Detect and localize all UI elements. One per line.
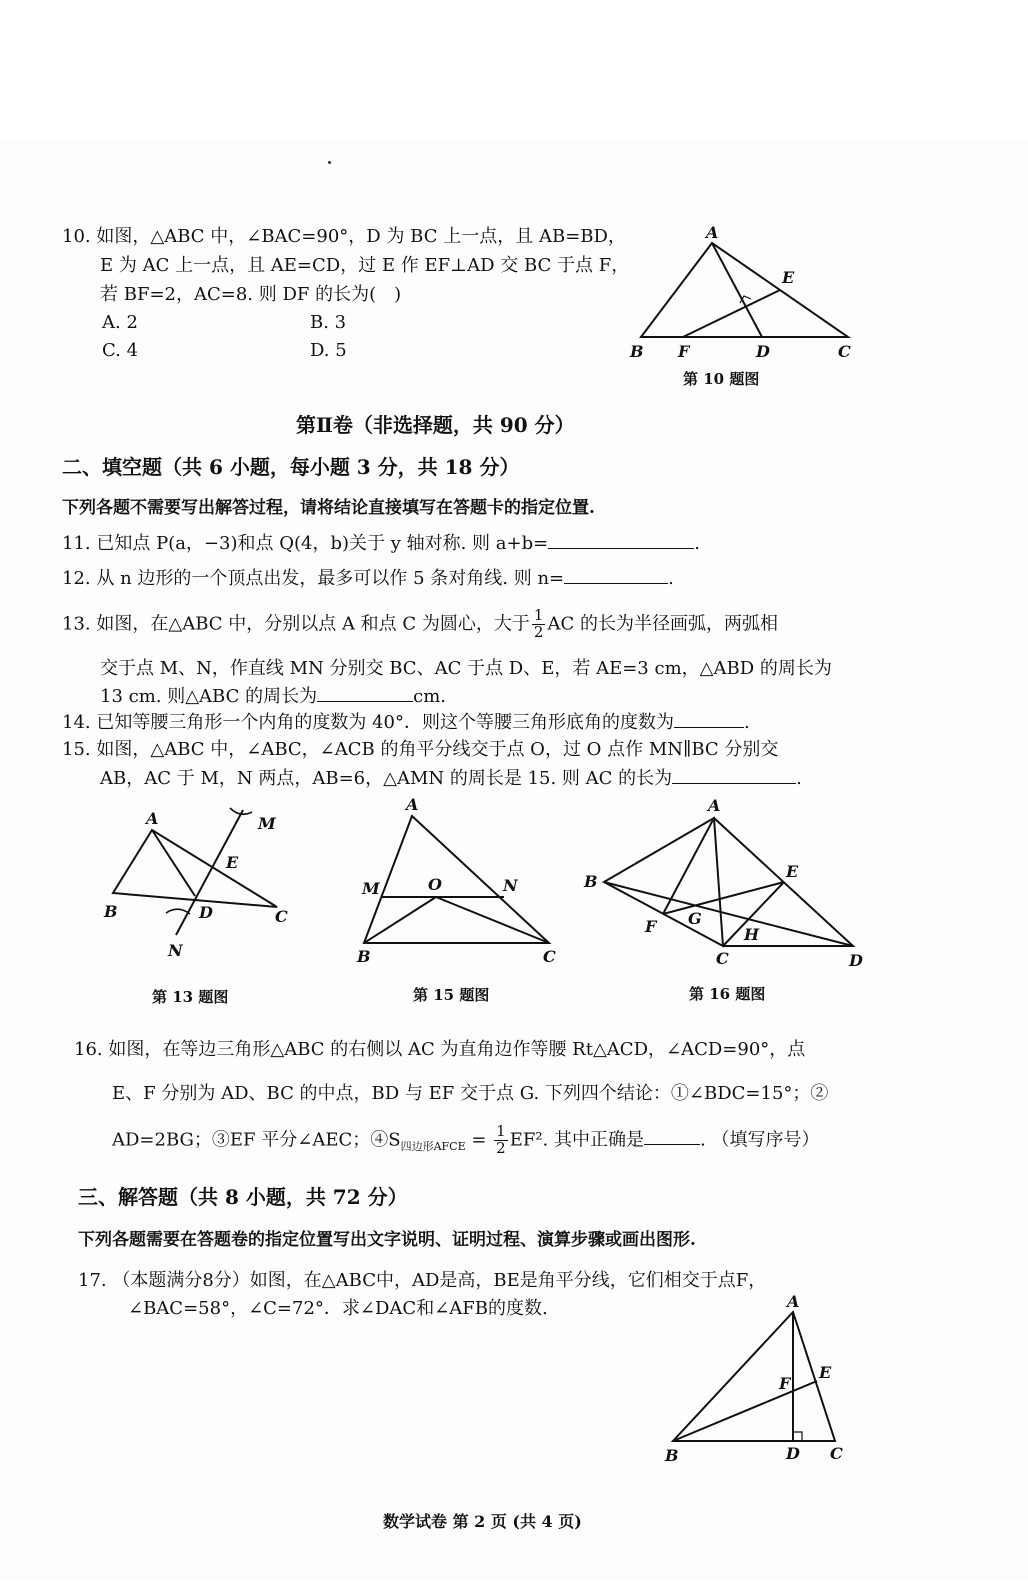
- section2-title: 二、填空题（共 6 小题，每小题 3 分，共 18 分）: [62, 455, 520, 479]
- fig16-label-c: C: [716, 949, 729, 968]
- fig16-label-a: A: [708, 796, 721, 815]
- q17-triangle: [673, 1312, 835, 1441]
- q15-line1: 15. 如图，△ABC 中，∠ABC，∠ACB 的角平分线交于点 O，过 O 点作 MN∥BC 分别交: [62, 739, 779, 760]
- fig15-caption: 第 15 题图: [413, 986, 490, 1004]
- q10-label-c: C: [838, 342, 851, 361]
- q10-option-c: C. 4: [102, 340, 139, 361]
- section2-instruction: 下列各题不需要写出解答过程，请将结论直接填写在答题卡的指定位置.: [62, 498, 595, 518]
- q11-text: 11. 已知点 P(a，−3)和点 Q(4，b)关于 y 轴对称. 则 a+b=: [62, 533, 549, 554]
- q10-line1: 10. 如图，△ABC 中，∠BAC=90°，D 为 BC 上一点，且 AB=BD，: [62, 226, 626, 247]
- fig13-label-b: B: [104, 902, 118, 921]
- part2-title: 第Ⅱ卷（非选择题，共 90 分）: [296, 413, 575, 437]
- q17-label-a: A: [787, 1292, 800, 1311]
- q10-option-a: A. 2: [102, 312, 138, 333]
- q16-area-subscript: 四边形AFCE: [400, 1139, 466, 1153]
- q12: 12. 从 n 边形的一个顶点出发，最多可以作 5 条对角线. 则 n= .: [62, 568, 674, 589]
- section3-instruction: 下列各题需要在答题卷的指定位置写出文字说明、证明过程、演算步骤或画出图形.: [78, 1230, 696, 1250]
- q13-frac-den: 2: [533, 622, 544, 641]
- q10-caption: 第 10 题图: [683, 370, 760, 388]
- fig13-label-m: M: [258, 814, 276, 833]
- q15-line2: AB，AC 于 M，N 两点，AB=6，△AMN 的周长是 15. 则 AC 的长为 .: [100, 768, 802, 789]
- fig16-label-g: G: [688, 909, 702, 928]
- q10-label-f: F: [678, 342, 690, 361]
- fig15-label-n: N: [503, 876, 518, 895]
- fig13-label-c: C: [275, 907, 288, 926]
- fig15-label-o: O: [428, 875, 442, 894]
- q17-label-f: F: [779, 1374, 791, 1393]
- q16-line3a: AD=2BG；③EF 平分∠AEC；④S: [112, 1129, 401, 1151]
- q16-frac-num: 1: [496, 1122, 506, 1140]
- q10-label-a: A: [706, 223, 719, 242]
- fig16-label-d: D: [849, 951, 863, 970]
- section3-title: 三、解答题（共 8 小题，共 72 分）: [78, 1185, 408, 1209]
- fig16-label-f: F: [645, 917, 657, 936]
- q10-line2: E 为 AC 上一点，且 AE=CD，过 E 作 EF⊥AD 交 BC 于点 F，: [100, 255, 630, 276]
- fig13-label-a: A: [146, 809, 159, 828]
- q17-label-d: D: [786, 1444, 800, 1463]
- q17-right-angle: [793, 1432, 802, 1441]
- q11: 11. 已知点 P(a，−3)和点 Q(4，b)关于 y 轴对称. 则 a+b= .: [62, 533, 700, 554]
- q13-line2: 交于点 M、N，作直线 MN 分别交 BC、AC 于点 D、E，若 AE=3 cm，△ABD 的周长为: [100, 658, 832, 679]
- fig13-caption: 第 13 题图: [152, 988, 229, 1006]
- q17-label-e: E: [819, 1363, 832, 1382]
- fig16-label-h: H: [744, 925, 760, 944]
- fig13-label-d: D: [199, 903, 213, 922]
- q16-line3b: EF². 其中正确是: [509, 1129, 644, 1151]
- q10-option-b: B. 3: [310, 312, 347, 333]
- q15-line2-text: AB，AC 于 M，N 两点，AB=6，△AMN 的周长是 15. 则 AC 的长为: [100, 768, 673, 789]
- page-footer: 数学试卷 第 2 页 (共 4 页): [383, 1512, 582, 1531]
- q16-line3c: . （填写序号）: [700, 1129, 820, 1151]
- q16-equals: =: [465, 1129, 493, 1151]
- q10-label-b: B: [630, 342, 644, 361]
- q13-line1a: 13. 如图，在△ABC 中，分别以点 A 和点 C 为圆心，大于: [62, 613, 530, 635]
- q13-line3b: cm.: [413, 686, 446, 707]
- q14: 14. 已知等腰三角形一个内角的度数为 40°．则这个等腰三角形底角的度数为 .: [62, 712, 750, 733]
- q16-line1: 16. 如图，在等边三角形△ABC 的右侧以 AC 为直角边作等腰 Rt△ACD，∠ACD=90°，点: [74, 1039, 806, 1060]
- fig16-label-e: E: [786, 862, 799, 881]
- q14-text: 14. 已知等腰三角形一个内角的度数为 40°．则这个等腰三角形底角的度数为: [62, 712, 674, 733]
- fig15-label-b: B: [357, 947, 371, 966]
- q17-line2: ∠BAC=58°，∠C=72°．求∠DAC和∠AFB的度数.: [128, 1298, 548, 1319]
- q16-line2: E、F 分别为 AD、BC 的中点，BD 与 EF 交于点 G. 下列四个结论：①∠BDC=15°；②: [112, 1083, 829, 1104]
- q12-text: 12. 从 n 边形的一个顶点出发，最多可以作 5 条对角线. 则 n=: [62, 568, 565, 589]
- q16-frac-den: 2: [496, 1138, 506, 1157]
- q17-label-c: C: [830, 1444, 843, 1463]
- fig13-label-n: N: [168, 941, 183, 960]
- q10-line3: 若 BF=2，AC=8. 则 DF 的长为( ): [100, 284, 402, 305]
- q10-label-e: E: [782, 268, 795, 287]
- fig15-label-a: A: [406, 795, 419, 814]
- q10-label-d: D: [756, 342, 770, 361]
- q13-line3a: 13 cm. 则△ABC 的周长为: [100, 686, 318, 707]
- q17-line1: 17. （本题满分8分）如图，在△ABC中，AD是高，BE是角平分线，它们相交于点F，: [78, 1270, 767, 1291]
- q13-line1b: AC 的长为半径画弧，两弧相: [547, 613, 778, 635]
- fig15-label-c: C: [543, 947, 556, 966]
- q17-label-b: B: [665, 1446, 679, 1465]
- q13-frac-num: 1: [533, 606, 544, 624]
- fig16-caption: 第 16 题图: [689, 985, 766, 1003]
- fig15-label-m: M: [362, 879, 380, 898]
- fig16-label-b: B: [584, 872, 598, 891]
- fig13-label-e: E: [226, 853, 239, 872]
- q10-option-d: D. 5: [310, 340, 347, 361]
